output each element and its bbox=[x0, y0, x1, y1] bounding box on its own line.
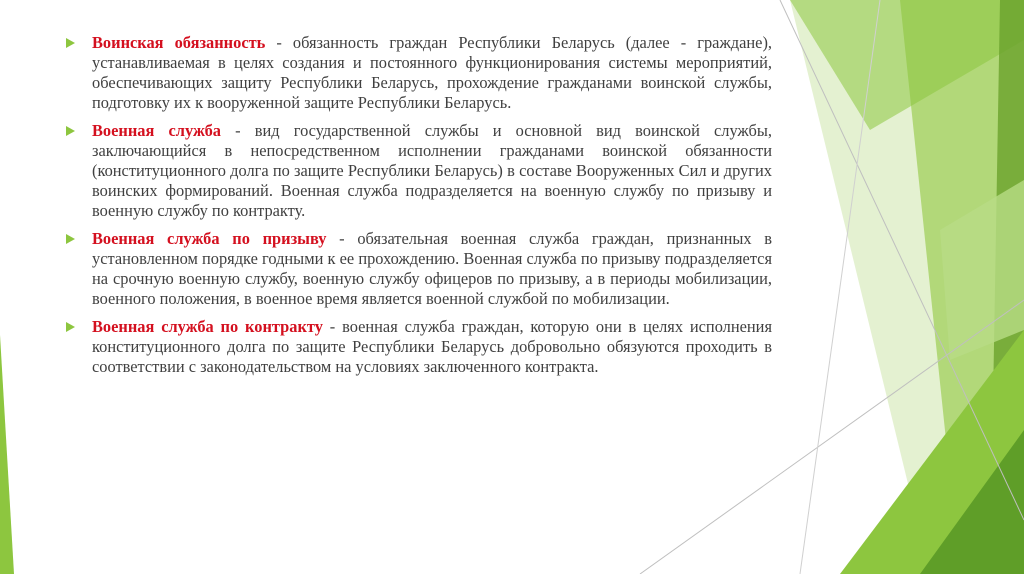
definition-text: - вид государственной службы и основной вид воинской службы, заключающийся в непосредственном исполнении гражданами воинской обязанности (конституционного долга по защите Республики Беларусь) в составе Вооруженных Сил и других воинских формирований. Военная служба подразделяется на военную службу по призыву и военную службу по контракту. bbox=[92, 121, 772, 220]
slide-content bbox=[64, 33, 772, 385]
bullet-item bbox=[64, 317, 772, 377]
bullet-item bbox=[64, 121, 772, 221]
term-label: Военная служба по контракту bbox=[92, 317, 323, 336]
triangle-bullet-icon bbox=[66, 38, 75, 48]
definition-text: - военная служба граждан, которую они в целях исполнения конституционного долга по защите Республики Беларусь добровольно обязуются проходить в соответствии с законодательством на условиях заключенного контракта. bbox=[92, 317, 772, 376]
triangle-bullet-icon bbox=[66, 126, 75, 136]
triangle-bullet-icon bbox=[66, 234, 75, 244]
term-label: Военная служба bbox=[92, 121, 222, 140]
triangle-bullet-icon bbox=[66, 322, 75, 332]
term-label: Военная служба по призыву bbox=[92, 229, 327, 248]
bullet-item bbox=[64, 33, 772, 113]
term-label: Воинская обязанность bbox=[92, 33, 266, 52]
bullet-item bbox=[64, 229, 772, 309]
definition-text: - обязательная военная служба граждан, признанных в установленном порядке годными к ее прохождению. Военная служба по призыву подразделяется на срочную военную службу, военную службу офицеров по призыву, а в периоды мобилизации, военного положения, в военное время является военной службой по мобилизации. bbox=[92, 229, 773, 308]
left-green-wedge bbox=[0, 335, 14, 574]
definition-text: - обязанность граждан Республики Беларусь (далее - граждане), устанавливаемая в целях создания и постоянного функционирования системы мероприятий, обеспечивающих защиту Республики Беларусь, прохождение гражданами воинской службы, подготовку их к вооруженной защите Республики Беларусь. bbox=[92, 33, 772, 112]
